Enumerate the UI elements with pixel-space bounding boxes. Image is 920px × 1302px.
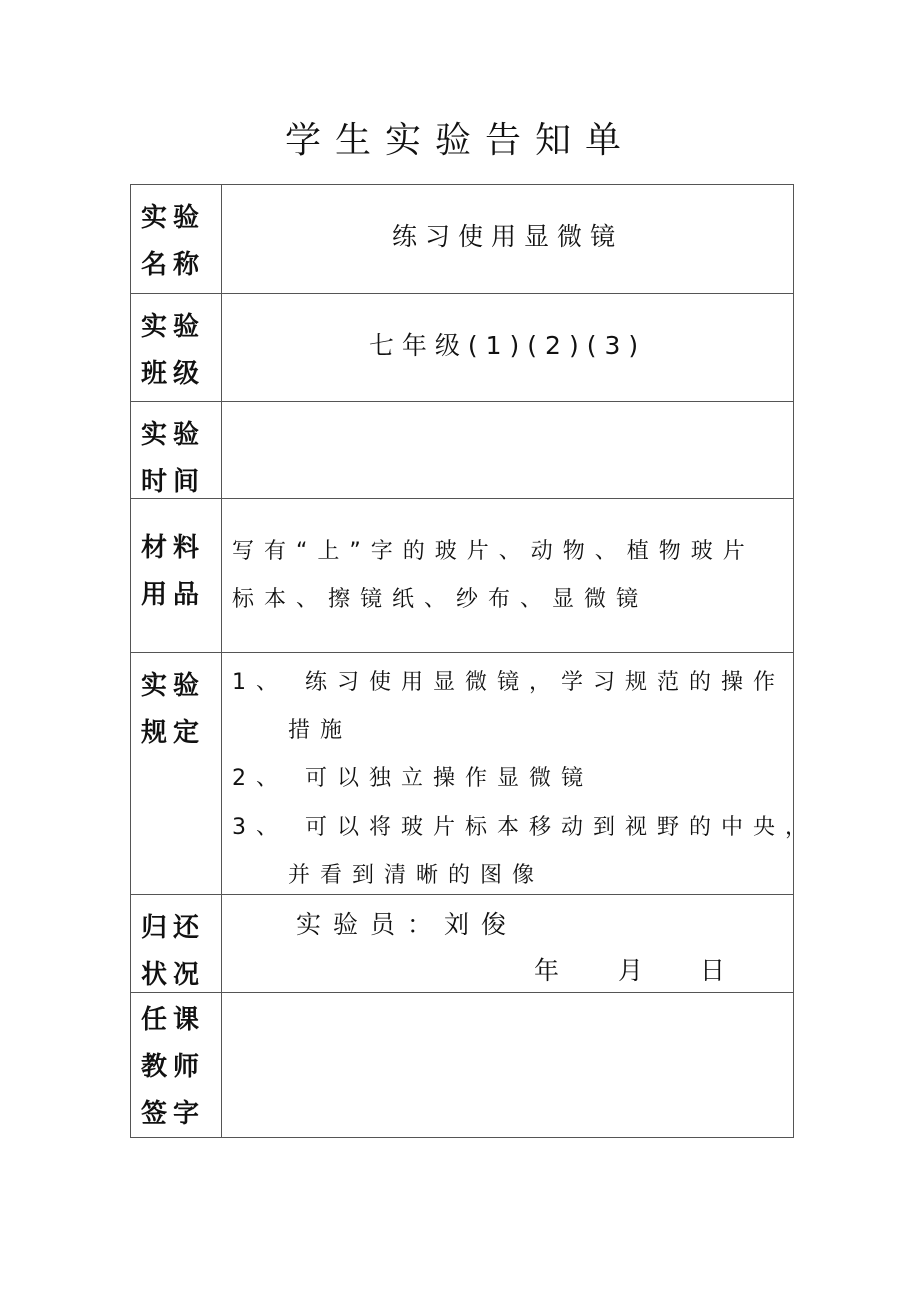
table-row xyxy=(131,402,794,499)
rules: 1、 练习使用显微镜，学习规范的操作 措施 2、 可以独立操作显微镜 3、 可以将玻片标本移动到视野的中央， 并看到清晰的图像 xyxy=(222,653,794,894)
row-label: 任课 教师 签字 xyxy=(131,993,222,1137)
row-label: 材料 用品 xyxy=(131,499,222,652)
table-row xyxy=(131,294,794,402)
teacher-signature xyxy=(222,993,794,1137)
experiment-class: 七年级(1)(2)(3) xyxy=(368,331,647,360)
notice-table xyxy=(130,184,817,1138)
materials: 写有“上”字的玻片、动物、植物玻片 标本、擦镜纸、纱布、显微镜 xyxy=(222,499,794,652)
row-label: 实验 名称 xyxy=(131,185,222,293)
table-row xyxy=(131,653,817,895)
row-label: 实验 班级 xyxy=(131,294,222,401)
document-title: 学生实验告知单 xyxy=(284,120,635,161)
row-label: 实验 规定 xyxy=(131,653,222,894)
experiment-name: 练习使用显微镜 xyxy=(391,222,623,251)
row-label: 归还 状况 xyxy=(131,895,222,992)
experiment-time xyxy=(222,402,794,498)
table-row xyxy=(131,993,794,1138)
table-row xyxy=(131,185,794,294)
row-label: 实验 时间 xyxy=(131,402,222,498)
return-status: 实验员：刘俊 年 月 日 xyxy=(222,895,794,992)
table-row xyxy=(131,895,794,993)
table-row xyxy=(131,499,794,653)
